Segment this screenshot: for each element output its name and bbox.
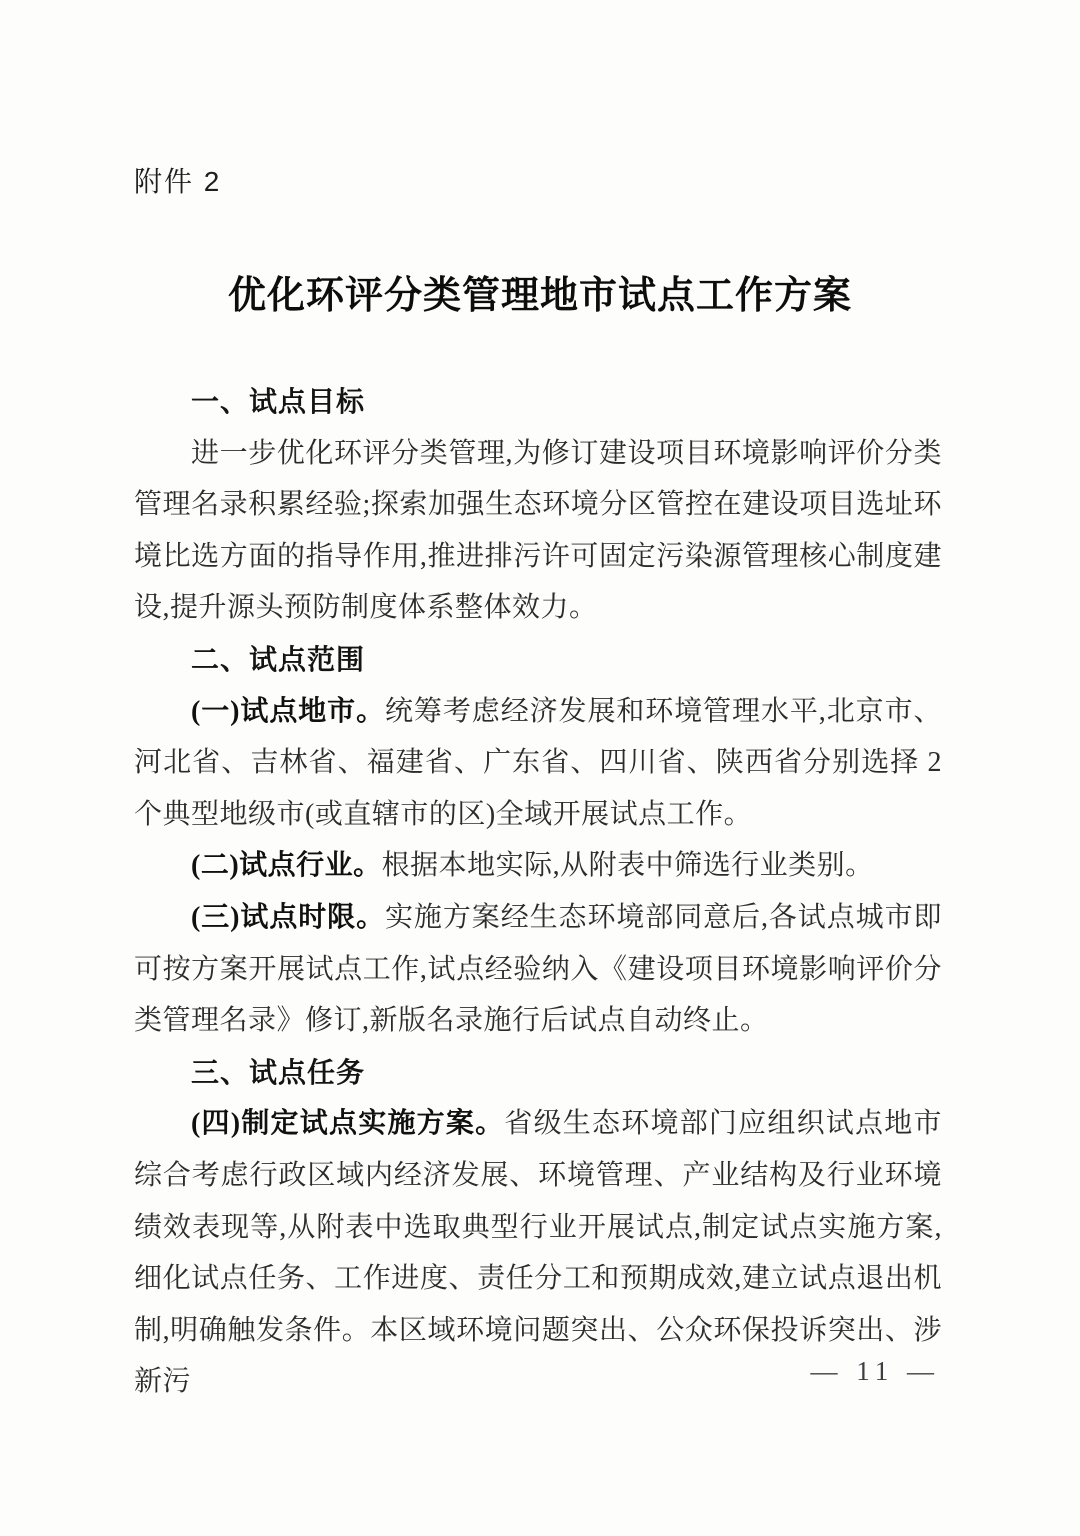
paragraph-pilot-industries [134, 840, 942, 892]
paragraph-pilot-cities-text: 统筹考虑经济发展和环境管理水平,北京市、河北省、吉林省、福建省、广东省、四川省、陕西省分别选择 2 个典型地级市(或直辖市的区)全域开展试点工作。 [134, 695, 942, 830]
paragraph-pilot-timeline-lead: (三)试点时限。 [191, 901, 386, 933]
section-heading-scope: 二、试点范围 [191, 643, 366, 675]
section-heading-tasks: 三、试点任务 [191, 1056, 366, 1088]
paragraph-pilot-cities-lead: (一)试点地市。 [191, 695, 386, 727]
page-number: — 11 — [810, 1356, 940, 1386]
section-heading-goals: 一、试点目标 [191, 386, 366, 417]
attachment-label: 附件 2 [134, 166, 222, 197]
paragraph-pilot-industries-lead: (二)试点行业。 [191, 850, 382, 882]
paragraph-pilot-industries-text: 根据本地实际,从附表中筛选行业类别。 [381, 850, 874, 882]
document-body [134, 376, 942, 1408]
paragraph-pilot-timeline-text: 实施方案经生态环境部同意后,各试点城市即可按方案开展试点工作,试点经验纳入《建设项目环境影响评价分类管理名录》修订,新版名录施行后试点自动终止。 [134, 901, 942, 1037]
paragraph-goals-text: 进一步优化环评分类管理,为修订建设项目环境影响评价分类管理名录积累经验;探索加强生态环境分区管控在建设项目选址环境比选方面的指导作用,推进排污许可固定污染源管理核心制度建设,提升源头预防制度体系整体效力。 [134, 437, 942, 624]
paragraph-pilot-timeline [134, 892, 942, 1047]
paragraph-pilot-cities [134, 686, 942, 841]
paragraph-goals [134, 428, 942, 634]
document-title: 优化环评分类管理地市试点工作方案 [227, 275, 852, 317]
paragraph-implementation-plan-lead: (四)制定试点实施方案。 [191, 1108, 505, 1140]
paragraph-implementation-plan-text: 省级生态环境部门应组织试点地市综合考虑行政区域内经济发展、环境管理、产业结构及行业环境绩效表现等,从附表中选取典型行业开展试点,制定试点实施方案,细化试点任务、工作进度、责任分工和预期成效,建立试点退出机制,明确触发条件。本区域环境问题突出、公众环保投诉突出、涉新污 [134, 1108, 942, 1398]
